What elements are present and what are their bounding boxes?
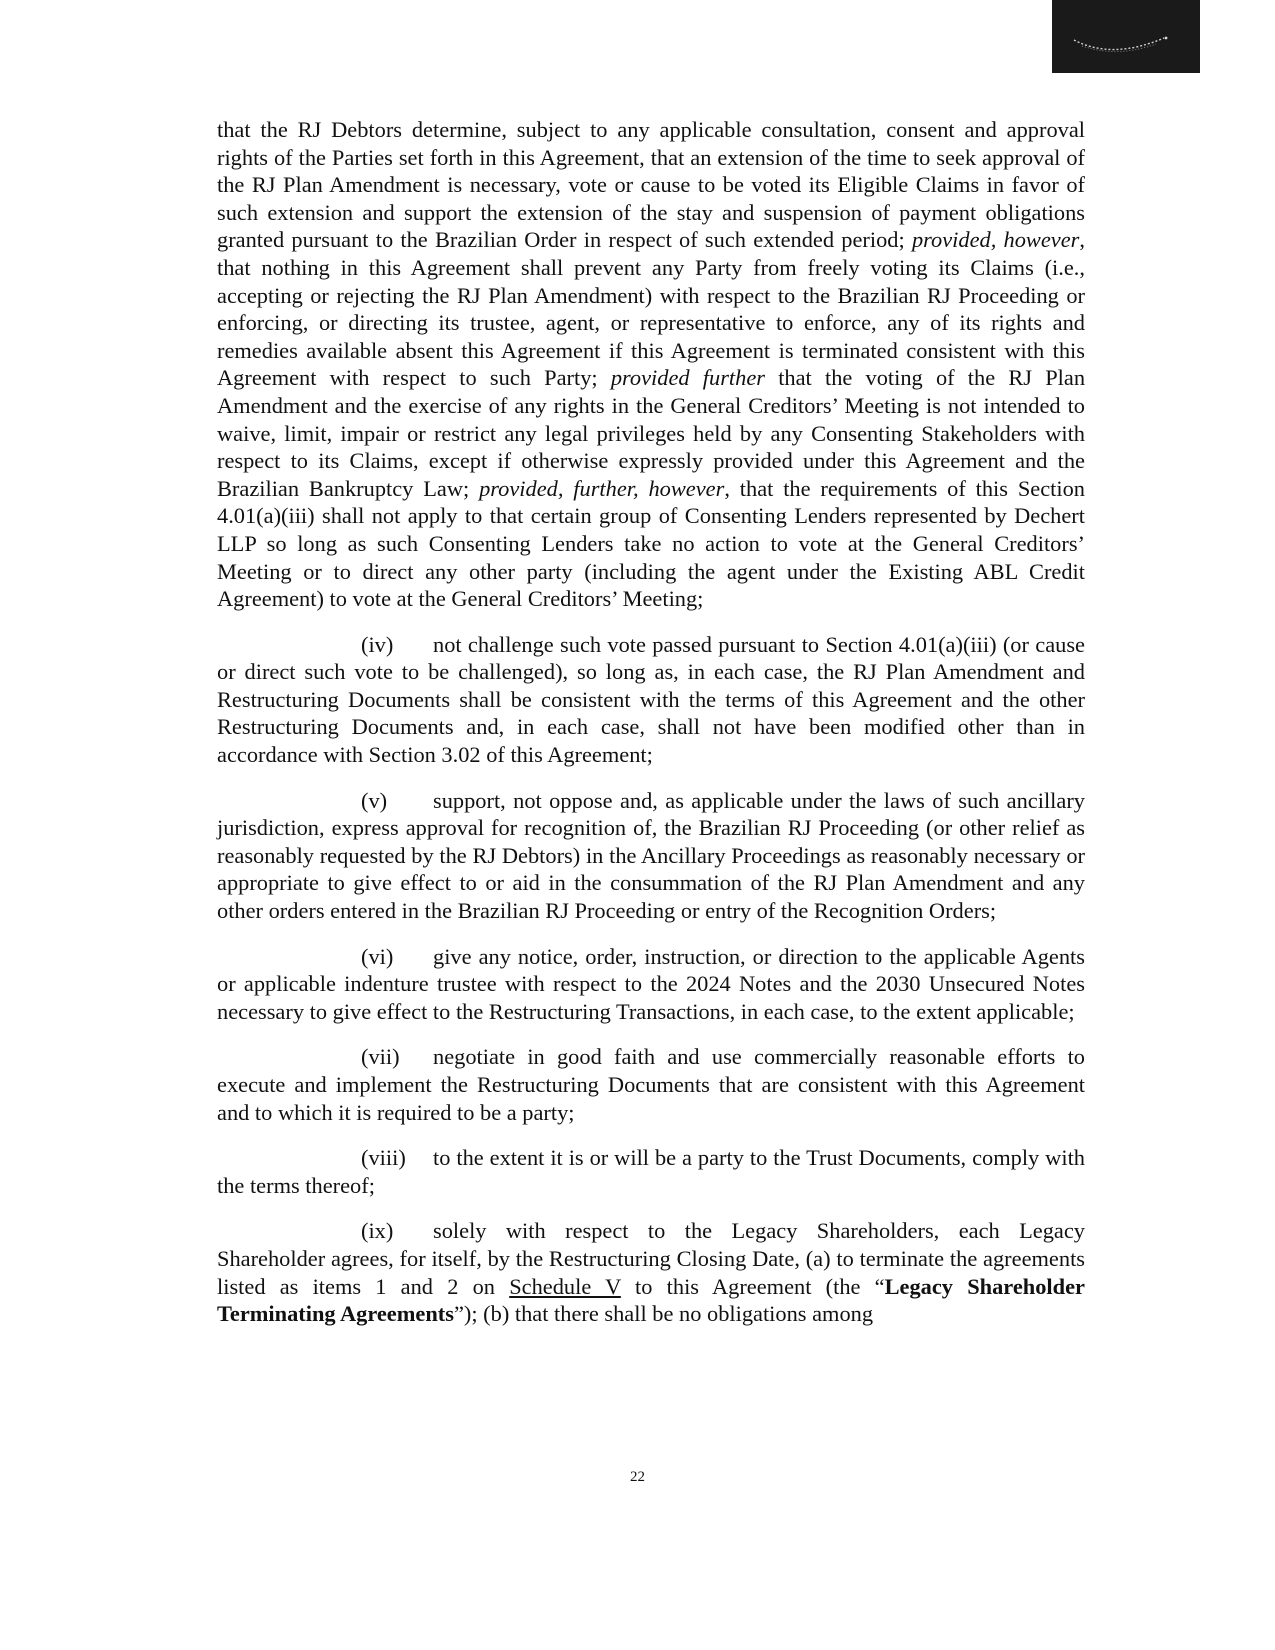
document-body (217, 116, 1085, 1328)
clause-vi: (vi) give any notice, order, instruction, or direction to the applicable Agents or applicable indenture trustee with respect to the 2024 Notes and the 2030 Unsecured Notes necessary to give effect to the Restructuring Transactions, in each case, to the extent applicable; (217, 943, 1085, 1024)
clause-number: (vii) (361, 1044, 400, 1070)
logo (1052, 0, 1200, 73)
clause-ix: (ix) solely with respect to the Legacy Shareholders, each Legacy Shareholder agrees, for itself, by the Restructuring Closing Date, (a) to terminate the agreements listed as items 1 and 2 on Schedule V to this Agreement (the “Legacy Shareholder Terminating Agreements”); (b) that there shall be no obligations among (217, 1218, 1085, 1327)
defined-term: Legacy Shareholder Terminating Agreements (217, 1273, 1085, 1327)
clause-iv: (iv) not challenge such vote passed pursuant to Section 4.01(a)(iii) (or cause or direct such vote to be challenged), so long as, in each case, the RJ Plan Amendment and Restructuring Documents shall be consistent with the terms of this Agreement and the other Restructuring Documents and, in each case, shall not have been modified other than in accordance with Section 3.02 of this Agreement; (217, 631, 1085, 768)
clause-viii: (viii) to the extent it is or will be a party to the Trust Documents, comply with the terms thereof; (217, 1145, 1085, 1198)
clause-number: (vi) (361, 943, 394, 969)
paragraph-continuation: that the RJ Debtors determine, subject to any applicable consultation, consent and approval rights of the Parties set forth in this Agreement, that an extension of the time to seek approval of the RJ Plan Amendment is necessary, vote or cause to be voted its Eligible Claims in favor of such extension and support the extension of the stay and suspension of payment obligations granted pursuant to the Brazilian Order in respect of such extended period; provided, however, that nothing in this Agreement shall prevent any Party from freely voting its Claims (i.e., accepting or rejecting the RJ Plan Amendment) with respect to the Brazilian RJ Proceeding or enforcing, or directing its trustee, agent, or representative to enforce, any of its rights and remedies available absent this Agreement if this Agreement is terminated consistent with this Agreement with respect to such Party; provided further that the voting of the RJ Plan Amendment and the exercise of any rights in the General Creditors’ Meeting is not intended to waive, limit, impair or restrict any legal privileges held by any Consenting Stakeholders with respect to its Claims, except if otherwise expressly provided under this Agreement and the Brazilian Bankruptcy Law; provided, further, however, that the requirements of this Section 4.01(a)(iii) shall not apply to that certain group of Consenting Lenders represented by Dechert LLP so long as such Consenting Lenders take no action to vote at the General Creditors’ Meeting or to direct any other party (including the agent under the Existing ABL Credit Agreement) to vote at the General Creditors’ Meeting; (217, 117, 1086, 612)
clause-vii: (vii) negotiate in good faith and use commercially reasonable efforts to execute and implement the Restructuring Documents that are consistent with this Agreement and to which it is required to be a party; (217, 1044, 1085, 1125)
clause-number: (ix) (361, 1218, 394, 1244)
logo-swoosh-icon (1052, 0, 1200, 73)
clause-number: (iv) (361, 631, 394, 657)
clause-number: (viii) (361, 1145, 406, 1171)
clause-number: (v) (361, 787, 388, 813)
schedule-v-link[interactable]: Schedule V (509, 1273, 621, 1299)
clause-v: (v) support, not oppose and, as applicable under the laws of such ancillary jurisdiction, express approval for recognition of, the Brazilian RJ Proceeding (or other relief as reasonably requested by the RJ Debtors) in the Ancillary Proceedings as reasonably necessary or appropriate to give effect to or aid in the consummation of the RJ Plan Amendment and any other orders entered in the Brazilian RJ Proceeding or entry of the Recognition Orders; (217, 787, 1085, 924)
page-number: 22 (630, 1469, 645, 1485)
